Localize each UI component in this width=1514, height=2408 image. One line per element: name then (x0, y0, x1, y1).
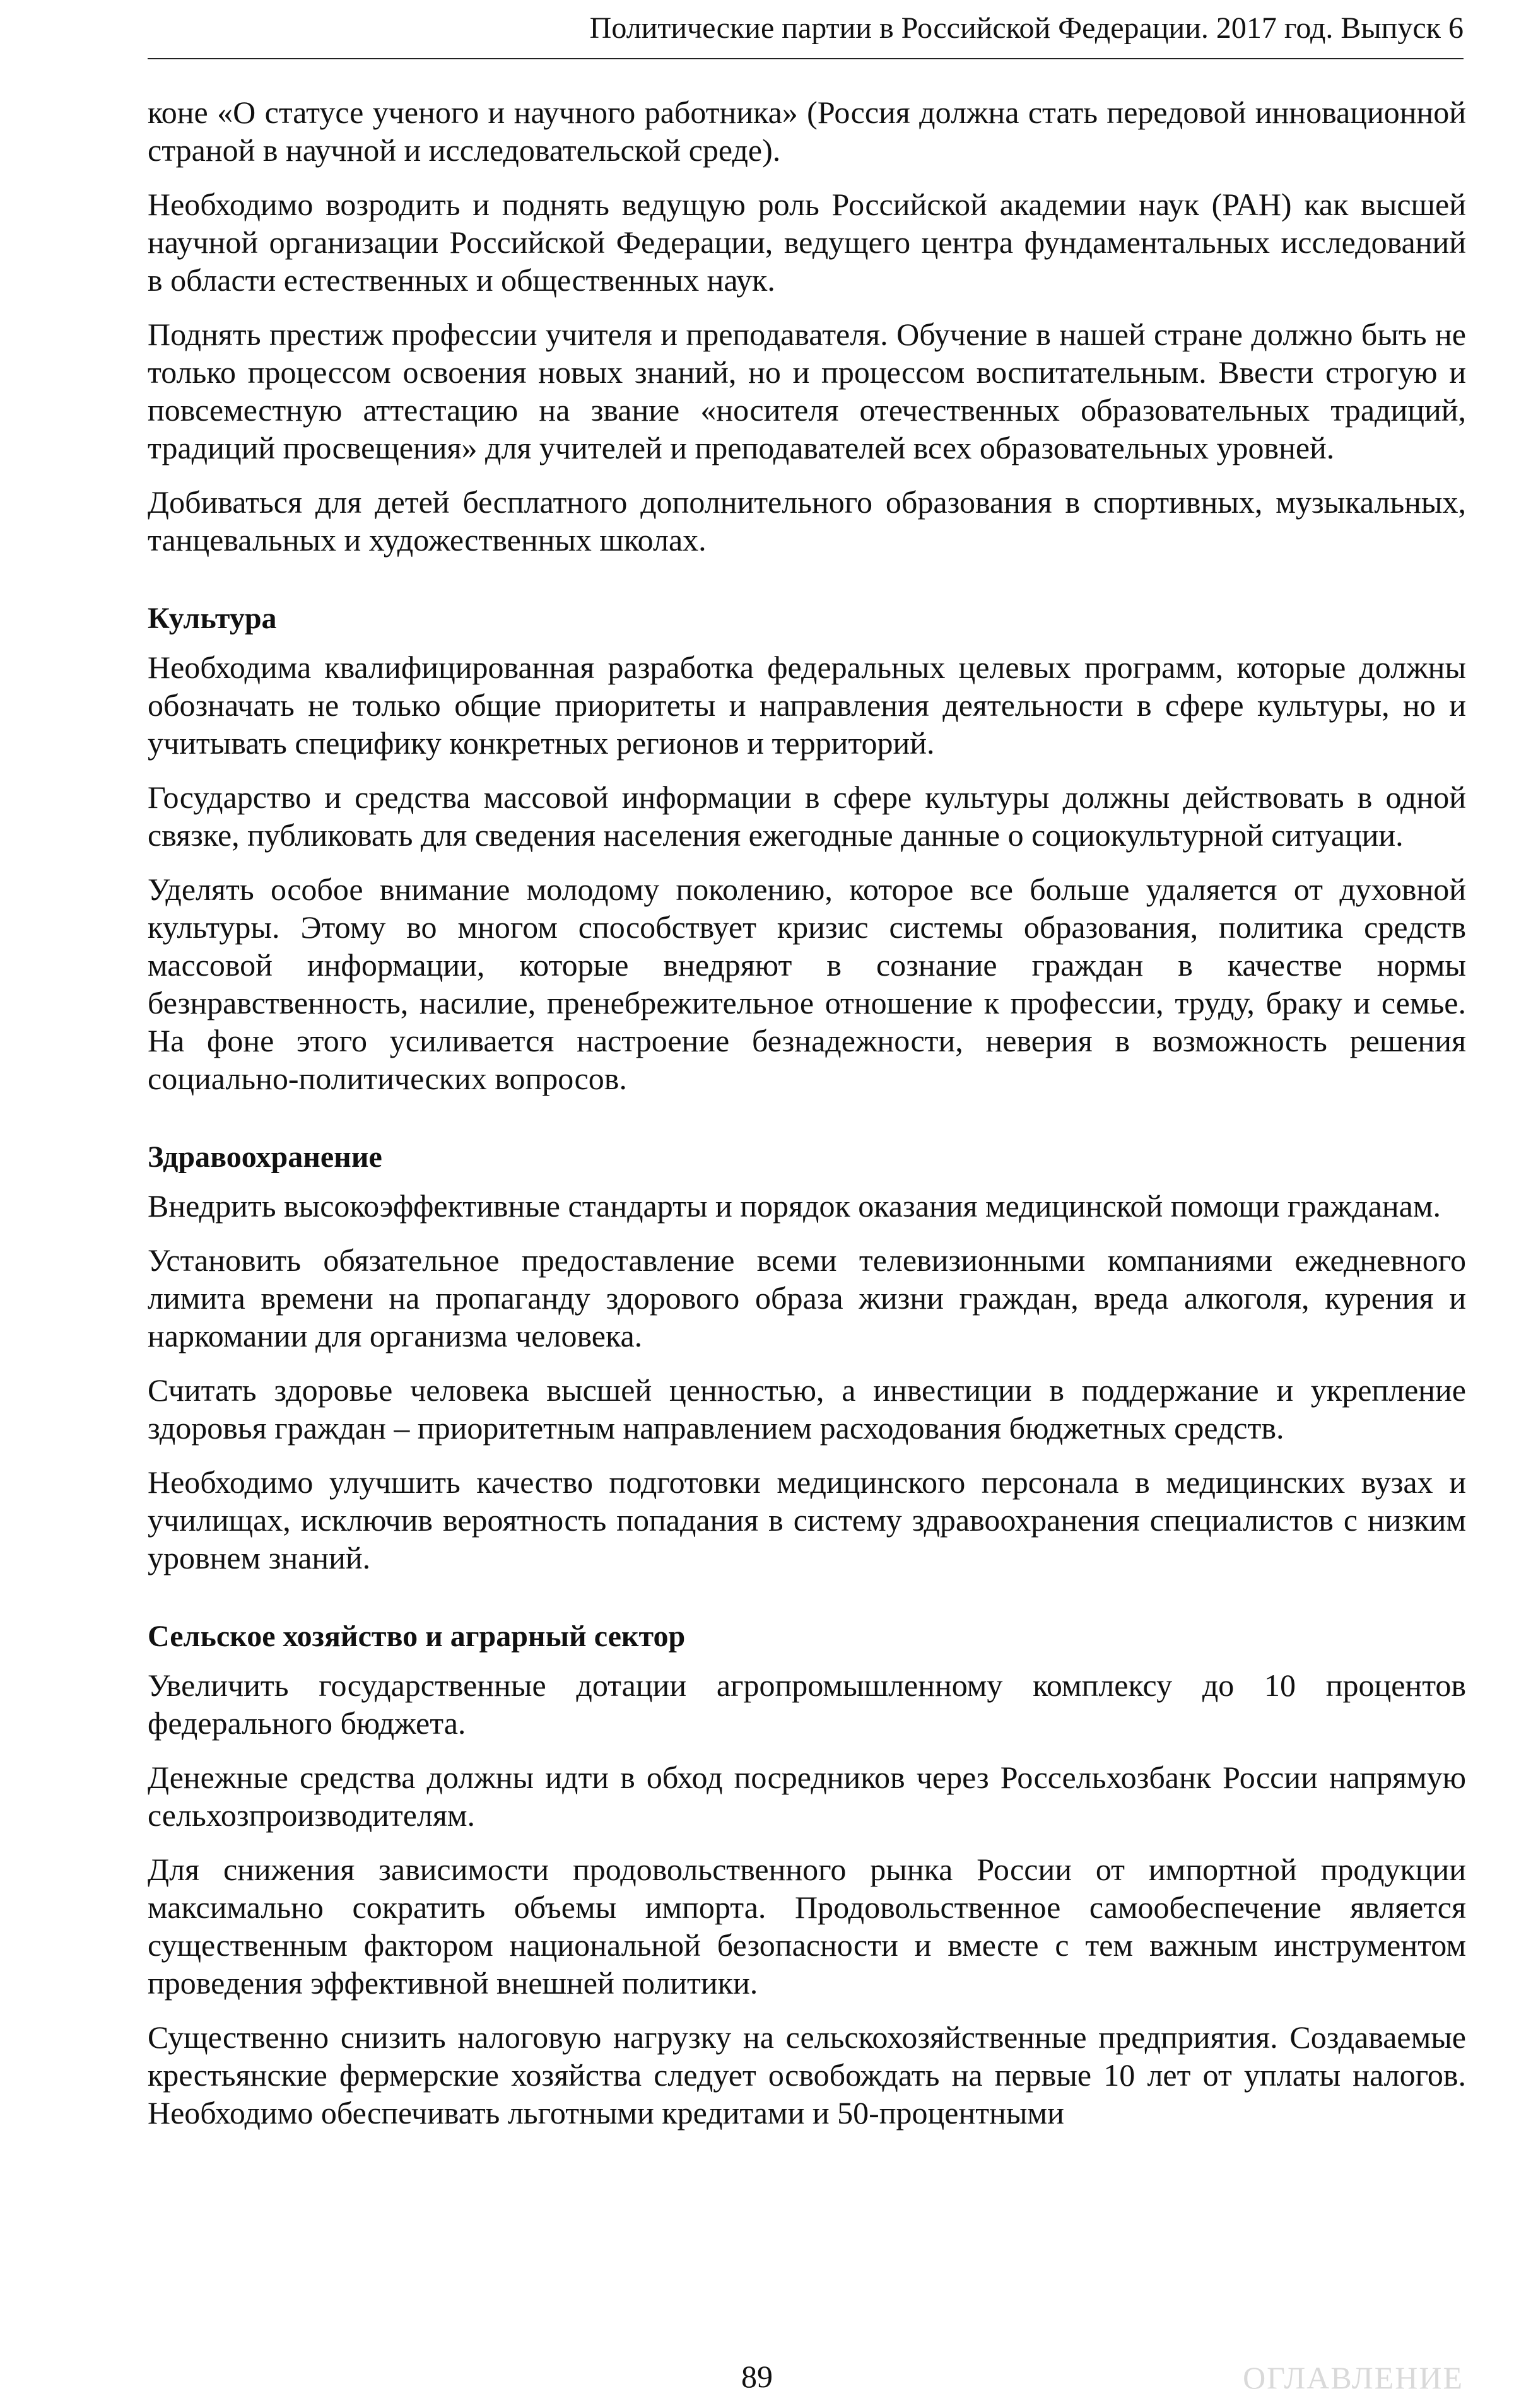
paragraph: Денежные средства должны идти в обход посредников через Россельхозбанк России напрямую сельхозпроизводителям. (148, 1760, 1466, 1833)
paragraph: Уделять особое внимание молодому поколению, которое все больше удаляется от духовной культуры. Этому во многом способствует кризис системы образования, политика средств массовой информации, которые внедряют в сознание граждан в качестве нормы безнравственность, насилие, пренебрежительное отношение к профессии, труду, браку и семье. На фоне этого усиливается настроение безнадежности, неверия в возможность решения социально-политических вопросов. (148, 872, 1466, 1096)
section-heading: Культура (148, 602, 277, 635)
table-of-contents-link[interactable]: ОГЛАВЛЕНИЕ (1243, 2360, 1464, 2395)
paragraph: Необходимо улучшить качество подготовки медицинского персонала в медицинских вузах и училищах, исключив вероятность попадания в систему здравоохранения специалистов с низким уровнем знаний. (148, 1464, 1466, 1575)
paragraph: Поднять престиж профессии учителя и преподавателя. Обучение в нашей стране должно быть не только процессом освоения новых знаний, но и процессом воспитательным. Ввести строгую и повсеместную аттестацию на звание «носителя отечественных образовательных традиций, традиций просвещения» для учителей и преподавателей всех образовательных уровней. (148, 317, 1466, 465)
paragraph: Необходимо возродить и поднять ведущую роль Российской академии наук (РАН) как высшей научной организации Российской Федерации, ведущего центра фундаментальных исследований в области естественных и общественных наук. (148, 187, 1466, 298)
page-body (148, 93, 1466, 2148)
section-heading: Здравоохранение (148, 1140, 382, 1174)
section-culture (148, 600, 1466, 1097)
paragraph: Увеличить государственные дотации агропромышленному комплексу до 10 процентов федерального бюджета. (148, 1668, 1466, 1741)
section-healthcare (148, 1139, 1466, 1577)
paragraph: коне «О статусе ученого и научного работника» (Россия должна стать передовой инновационной страной в научной и исследовательской среде). (148, 95, 1466, 168)
section-heading: Сельское хозяйство и аграрный сектор (148, 1620, 686, 1653)
header-divider (148, 58, 1464, 59)
paragraph: Внедрить высокоэффективные стандарты и порядок оказания медицинской помощи гражданам. (148, 1188, 1441, 1224)
paragraph: Добиваться для детей бесплатного дополнительного образования в спортивных, музыкальных, танцевальных и художественных школах. (148, 484, 1466, 558)
paragraph: Государство и средства массовой информации в сфере культуры должны действовать в одной связке, публиковать для сведения населения ежегодные данные о социокультурной ситуации. (148, 780, 1466, 853)
page-number: 89 (741, 2359, 773, 2394)
paragraph: Необходима квалифицированная разработка федеральных целевых программ, которые должны обозначать не только общие приоритеты и направления деятельности в сфере культуры, но и учитывать специфику конкретных регионов и территорий. (148, 650, 1466, 761)
paragraph: Установить обязательное предоставление всеми телевизионными компаниями ежедневного лимита времени на пропаганду здорового образа жизни граждан, вреда алкоголя, курения и наркомании для организма человека. (148, 1242, 1466, 1353)
section-agriculture (148, 1618, 1466, 2132)
paragraph: Существенно снизить налоговую нагрузку на сельскохозяйственные предприятия. Создаваемые крестьянские фермерские хозяйства следует освобождать на первые 10 лет от уплаты налогов. Необходимо обеспечивать льготными кредитами и 50-процентными (148, 2019, 1466, 2130)
running-header: Политические партии в Российской Федерации. 2017 год. Выпуск 6 (589, 11, 1464, 45)
paragraph: Считать здоровье человека высшей ценностью, а инвестиции в поддержание и укрепление здоровья граждан – приоритетным направлением расходования бюджетных средств. (148, 1372, 1466, 1446)
paragraph: Для снижения зависимости продовольственного рынка России от импортной продукции максимально сократить объемы импорта. Продовольственное самообеспечение является существенным фактором национальной безопасности и вместе с тем важным инструментом проведения эффективной внешней политики. (148, 1852, 1466, 2001)
